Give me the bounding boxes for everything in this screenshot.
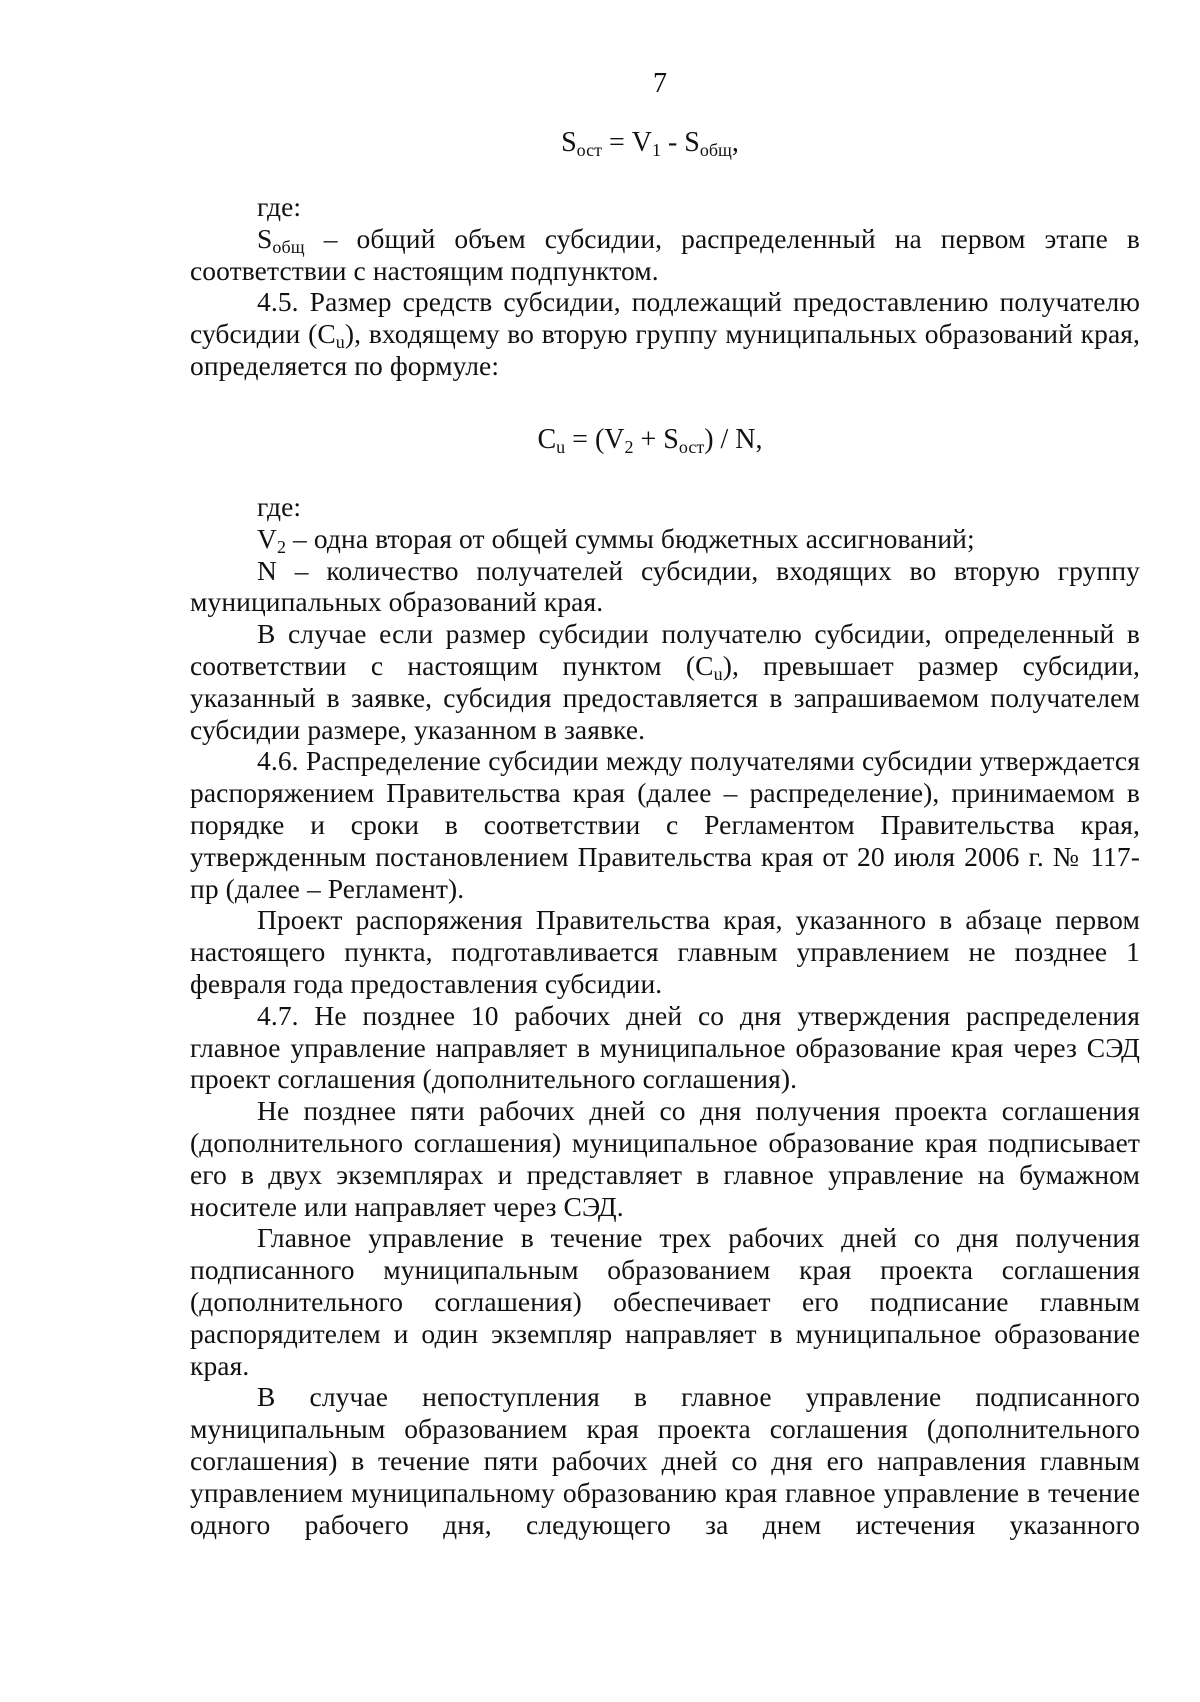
paragraph-text: ), превышает размер субсидии, указанный в заявке, субсидия предоставляется в запрашиваемом получателем субсидии размере, указанном в заявке.	[190, 649, 1141, 745]
formula-operator: = V	[601, 127, 652, 158]
formula-subscript: u	[556, 437, 566, 457]
text-block-2	[190, 491, 1140, 1540]
formula-subscript: общ	[699, 140, 732, 160]
text-block-1	[190, 191, 1140, 382]
definition-subscript: общ	[272, 236, 305, 257]
formula-subscript: ост	[678, 437, 705, 457]
formula-tail: ) / N,	[704, 424, 763, 455]
paragraph-subscript: u	[335, 332, 345, 353]
definition-text: – общий объем субсидии, распределенный на первом этапе в соответствии с настоящим подпунктом.	[190, 222, 1140, 286]
formula-symbol: S	[561, 127, 577, 158]
formula-c-u	[0, 424, 1200, 456]
formula-s-remainder	[0, 127, 1200, 159]
paragraph-where	[190, 191, 1140, 223]
paragraph-subscript: u	[713, 663, 723, 684]
paragraph-three-days: Главное управление в течение трех рабочих дней со дня получения подписанного муниципальным образованием края проекта соглашения (дополнительного соглашения) обеспечивает его подписание главным распорядителем и один экземпляр направляет в муниципальное образование края.	[190, 1222, 1140, 1381]
formula-subscript: 1	[651, 140, 661, 160]
formula-tail: ,	[731, 127, 739, 158]
formula-symbol: C	[537, 424, 557, 455]
paragraph-exceeds-case	[190, 618, 1140, 745]
paragraph-s-total-definition	[190, 223, 1140, 287]
paragraph-text: В случае если размер субсидии получателю субсидии, определенный в соответствии с настоящим пунктом (C	[190, 618, 1140, 681]
paragraph-v2-definition	[190, 523, 1140, 555]
formula-operator: = (V	[565, 424, 625, 455]
paragraph-4-6: 4.6. Распределение субсидии между получателями субсидии утверждается распоряжением Правительства края (далее – распределение), принимаемом в порядке и сроки в соответствии с Регламентом Правительства края, утвержденным постановлением Правительства края от 20 июля 2006 г. № 117-пр (далее – Регламент).	[190, 745, 1140, 904]
paragraph-draft-order: Проект распоряжения Правительства края, указанного в абзаце первом настоящего пункта, подготавливается главным управлением не позднее 1 февраля года предоставления субсидии.	[190, 904, 1140, 999]
paragraph-4-7: 4.7. Не позднее 10 рабочих дней со дня утверждения распределения главное управление направляет в муниципальное образование края через СЭД проект соглашения (дополнительного соглашения).	[190, 999, 1140, 1095]
formula-subscript: ост	[576, 140, 602, 160]
page-number: 7	[653, 68, 667, 99]
paragraph-text: ), входящему во вторую группу муниципальных образований края, определяется по формуле:	[190, 318, 1140, 381]
paragraph-4-5	[190, 286, 1140, 381]
definition-symbol: S	[257, 222, 273, 254]
formula-operator: - S	[660, 127, 700, 158]
paragraph-five-days: Не позднее пяти рабочих дней со дня получения проекта соглашения (дополнительного соглашения) муниципальное образование края подписывает его в двух экземплярах и представляет в главное управление на бумажном носителе или направляет через СЭД.	[190, 1095, 1140, 1222]
definition-symbol: V	[257, 522, 277, 554]
paragraph-n-definition: N – количество получателей субсидии, входящих во вторую группу муниципальных образований края.	[190, 554, 1140, 618]
formula-operator: + S	[633, 424, 679, 455]
where-label: где:	[257, 191, 302, 222]
paragraph-non-receipt: В случае непоступления в главное управление подписанного муниципальным образованием края проекта соглашения (дополнительного соглашения) в течение пяти рабочих дней со дня его направления главным управлением муниципальному образованию края главное управление в течение одного рабочего дня, следующего за днем истечения указанного	[190, 1381, 1140, 1540]
formula-subscript: 2	[624, 437, 634, 457]
definition-text: – одна вторая от общей суммы бюджетных ассигнований;	[286, 522, 975, 554]
where-label: где:	[257, 491, 302, 522]
paragraph-where	[190, 491, 1140, 523]
definition-subscript: 2	[276, 536, 287, 557]
paragraph-text: 4.5. Размер средств субсидии, подлежащий предоставлению получателю субсидии (C	[190, 286, 1140, 350]
